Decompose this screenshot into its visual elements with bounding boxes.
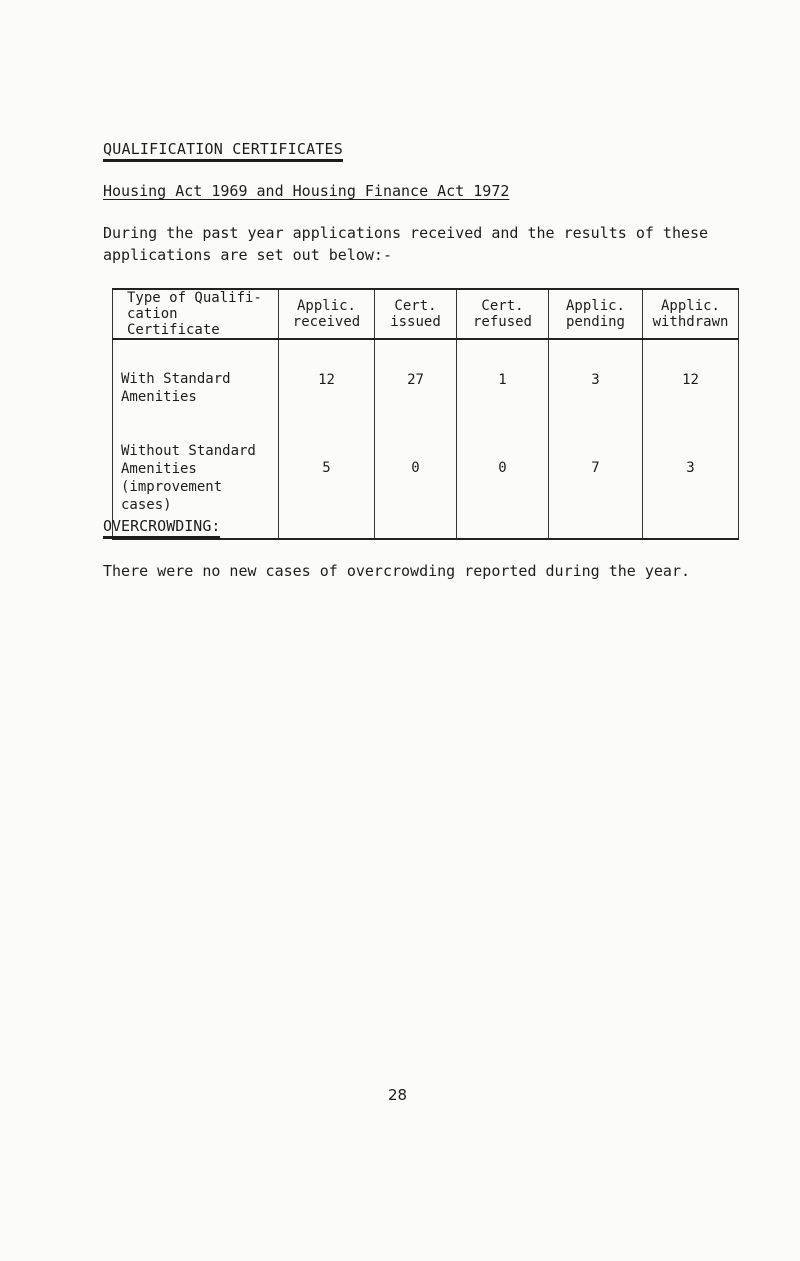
type-line: (improvement — [121, 479, 223, 495]
cell-refused: 1 — [457, 339, 549, 442]
cell-issued: 0 — [375, 442, 457, 539]
type-line: Without Standard — [121, 443, 256, 459]
row-type-label — [113, 339, 279, 442]
overcrowding-heading: OVERCROWDING: — [103, 517, 220, 539]
cell-withdrawn: 12 — [643, 339, 739, 442]
cell-received: 12 — [279, 339, 375, 442]
type-line: Amenities — [121, 389, 197, 405]
cell-withdrawn: 3 — [643, 442, 739, 539]
header-received: Applic. received — [279, 289, 375, 339]
type-line: With Standard — [121, 371, 231, 387]
cell-received: 5 — [279, 442, 375, 539]
act-subheading: Housing Act 1969 and Housing Finance Act 1972 — [103, 182, 510, 200]
header-withdrawn: Applic. withdrawn — [643, 289, 739, 339]
type-line: Amenities — [121, 461, 197, 477]
header-type: Type of Qualifi- cation Certificate — [113, 289, 279, 339]
certificates-table — [112, 288, 739, 540]
table-header-row — [113, 289, 739, 339]
cell-pending: 3 — [549, 339, 643, 442]
cell-issued: 27 — [375, 339, 457, 442]
header-issued: Cert. issued — [375, 289, 457, 339]
overcrowding-paragraph: There were no new cases of overcrowding reported during the year. — [103, 562, 690, 580]
page-number: 28 — [388, 1086, 408, 1104]
cell-refused: 0 — [457, 442, 549, 539]
intro-paragraph: During the past year applications received and the results of these applications are set out below:- — [103, 224, 709, 264]
type-line: cases) — [121, 497, 172, 513]
page-heading: QUALIFICATION CERTIFICATES — [103, 140, 343, 162]
cell-pending: 7 — [549, 442, 643, 539]
header-pending: Applic. pending — [549, 289, 643, 339]
header-refused: Cert. refused — [457, 289, 549, 339]
table-row — [113, 339, 739, 442]
